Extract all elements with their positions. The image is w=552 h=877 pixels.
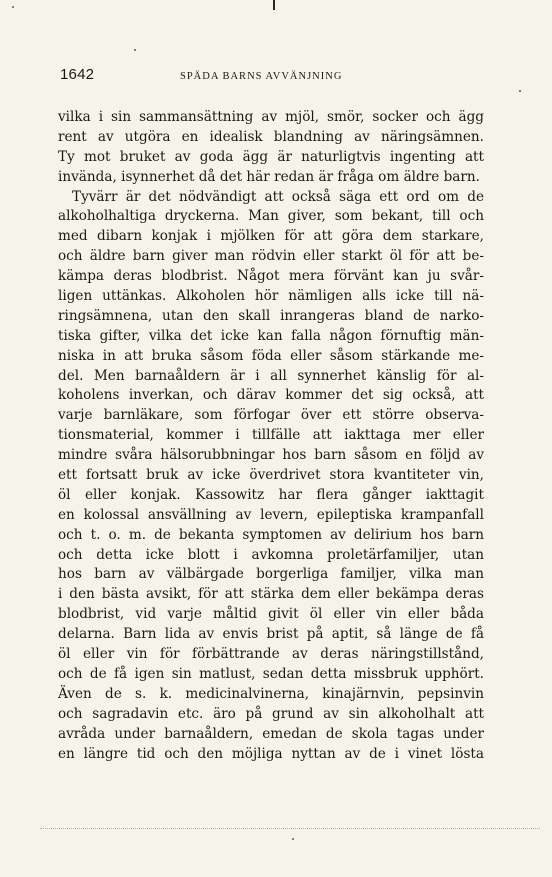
text-line-3: Ty mot bruket av goda ägg är naturligtvis ingenting att	[58, 148, 484, 165]
text-line-28: öl eller vin för förbättrande av deras näringstillstånd,	[58, 646, 484, 663]
text-line-27: delarna. Barn lida av envis brist på aptit, så länge de få	[58, 626, 484, 643]
running-head: SPÄDA BARNS AVVÄNJNING	[180, 71, 343, 82]
text-line-9: kämpa deras blodbrist. Något mera förvänt kan ju svår-	[58, 268, 484, 285]
text-line-4: invända, isynnerhet då det här redan är fråga om äldre barn.	[58, 168, 480, 185]
text-line-23: och detta icke blott i avkomna proletärfamiljer, utan	[58, 546, 484, 563]
text-line-8: och äldre barn giver man rödvin eller starkt öl för att be-	[58, 248, 484, 265]
text-line-6: alkoholhaltiga dryckerna. Man giver, som bekant, till och	[58, 208, 484, 225]
text-line-18: mindre svåra hälsorubbningar hos barn såsom en följd av	[58, 447, 484, 464]
scan-speck	[12, 6, 14, 8]
text-line-22: och t. o. m. de bekanta symptomen av delirium hos barn	[58, 526, 484, 543]
text-line-21: en kolossal ansvällning av levern, epileptiska krampanfall	[58, 506, 484, 523]
text-line-17: tionsmaterial, kommer i tillfälle att iakttaga mer eller	[58, 427, 484, 444]
text-line-30: Även de s. k. medicinalvinerna, kinajärnvin, pepsinvin	[58, 685, 484, 702]
text-line-1: vilka i sin sammansättning av mjöl, smör, socker och ägg	[58, 109, 484, 125]
scan-speck	[519, 90, 521, 92]
text-line-5: Tyvärr är det nödvändigt att också säga ett ord om de	[72, 188, 484, 205]
text-line-26: blodbrist, vid varje måltid givit öl eller vin eller båda	[58, 606, 484, 623]
page-number: 1642	[60, 66, 95, 83]
page-header	[60, 66, 490, 88]
text-line-25: i den bästa avsikt, för att stärka dem eller bekämpa deras	[58, 586, 484, 603]
text-line-32: avråda under barnaåldern, emedan de skola tagas under	[58, 725, 484, 742]
text-line-31: och sagradavin etc. äro på grund av sin alkoholhalt att	[58, 705, 484, 722]
text-line-16: varje barnläkare, som förfogar över ett större observa-	[58, 407, 484, 424]
body-text	[58, 108, 484, 764]
text-line-24: hos barn av välbärgade borgerliga familjer, vilka man	[58, 566, 484, 583]
text-line-12: tiska gifter, vilka det icke kan falla någon förnuftig män-	[58, 327, 484, 344]
scan-speck	[292, 838, 294, 840]
text-line-20: öl eller konjak. Kassowitz har flera gånger iakttagit	[58, 486, 484, 503]
text-line-33: en längre tid och den möjliga nyttan av de i vinet lösta	[58, 745, 484, 762]
text-line-2: rent av utgöra en idealisk blandning av näringsämnen.	[58, 128, 484, 145]
text-line-13: niska in att bruka såsom föda eller såsom stärkande me-	[58, 347, 484, 364]
scan-bottom-edge	[40, 828, 540, 829]
text-line-15: koholens inverkan, och därav kommer det sig också, att	[58, 387, 484, 404]
text-line-11: ringsämnena, utan den skall inrangeras bland de narko-	[58, 307, 484, 324]
scan-mark	[273, 0, 275, 10]
text-line-29: och de få igen sin matlust, sedan detta missbruk upphört.	[58, 665, 484, 682]
text-line-7: med dibarn konjak i mjölken för att göra dem starkare,	[58, 228, 484, 245]
text-line-10: ligen uttänkas. Alkoholen hör nämligen alls icke till nä-	[58, 288, 484, 305]
text-line-19: ett fortsatt bruk av icke överdrivet stora kvantiteter vin,	[58, 467, 484, 484]
scan-speck	[134, 49, 136, 51]
text-line-14: del. Men barnaåldern är i all synnerhet känslig för al-	[58, 367, 484, 384]
